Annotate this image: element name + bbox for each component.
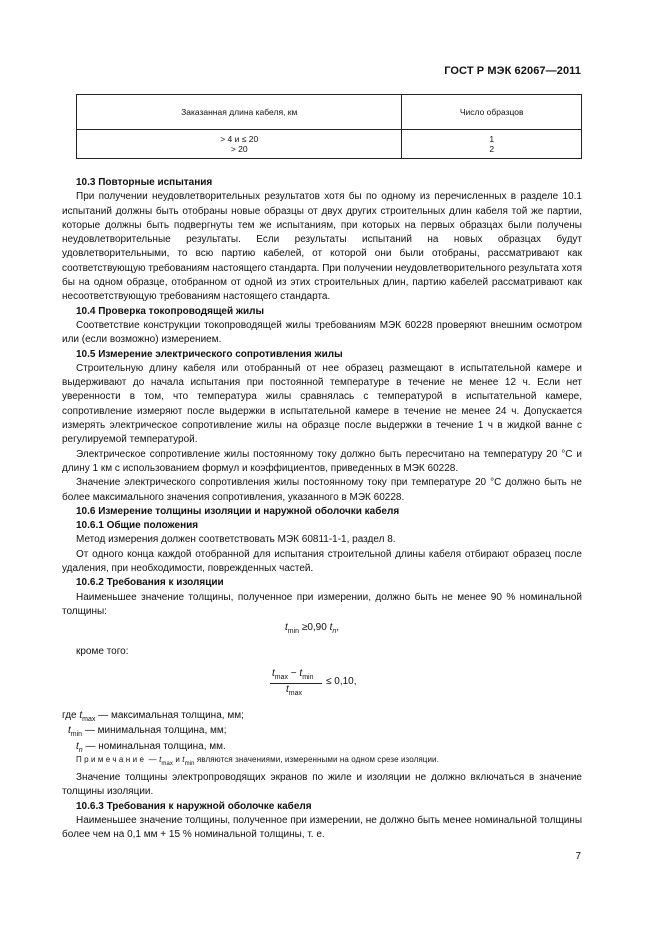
paragraph: Метод измерения должен соответствовать МЭК 60811-1-1, раздел 8. bbox=[76, 534, 396, 546]
formula-var: t bbox=[159, 755, 162, 764]
definition-line bbox=[62, 709, 582, 724]
table-row bbox=[77, 130, 582, 159]
formula-subscript: max bbox=[82, 716, 96, 723]
formula-subscript: min bbox=[70, 731, 83, 739]
cell-line: > 4 и ≤ 20 bbox=[220, 134, 259, 144]
paragraph: Соответствие конструкции токопроводящей жилы требованиям МЭК 60228 проверяют внешним осмотром или (если возможно) измерением. bbox=[62, 319, 582, 346]
paragraph: При получении неудовлетворительных результатов хотя бы по одному из перечисленных в разделе 10.1 испытаний должны быть отобраны новые образцы от двух других строительных длин кабеля той же партии, которые должны быть подвергнуты тем же испытаниям, при которых на первых образцах были получены неудовлетворительные результаты. Если результаты испытаний на новых образцах будут удовлетворительными, то всю партию кабелей, от которой они были отобраны, рассматривают как соответствующую требованиям настоящего стандарта. При получении неудовлетворительного результата хотя бы на одном образце, отобранном от одной из этих строительных длин, партию кабелей рассматривают как несоответствующую требованиям настоящего стандарта. bbox=[62, 191, 582, 303]
variable-definitions bbox=[62, 709, 582, 755]
formula-var: t bbox=[76, 740, 79, 752]
formula-var: t bbox=[285, 622, 288, 633]
formula-var: t bbox=[299, 668, 303, 679]
text-block-tail bbox=[62, 771, 582, 842]
definition-line bbox=[62, 724, 582, 739]
table-cell bbox=[77, 130, 402, 159]
formula-subscript: max bbox=[288, 690, 303, 697]
fraction-numerator bbox=[272, 668, 313, 679]
paragraph: Строительную длину кабеля или отобранный от нее образец размещают в испытательной камере и выдерживают до начала испытания при постоянной температуре в течение не менее 12 ч. Если нет уверенности в том, что температура жилы сравнялась с температурой в испытательной камере, сопротивление измеряют после выдержки в испытательной камере в течение не менее 24 ч. Допускается измерять электрическое сопротивление жилы на образце после выдержки в течение 1 ч в жидкой ванне с регулируемой температурой. bbox=[62, 362, 582, 446]
paragraph: Наименьшее значение толщины, полученное при измерении, должно быть не менее 90 % номинальной толщины: bbox=[62, 591, 582, 617]
formula-operator: − bbox=[288, 668, 300, 679]
formula-min-thickness bbox=[285, 622, 339, 633]
note-text: являются значениями, измеренными на одном срезе изоляции. bbox=[194, 755, 439, 764]
table-header-cell: Число образцов bbox=[402, 95, 582, 130]
definition-text: — номинальная толщина, мм. bbox=[82, 740, 226, 752]
formula-relation: ≤ 0,10, bbox=[326, 676, 357, 687]
fraction-denominator bbox=[286, 684, 302, 695]
formula-subscript: n bbox=[332, 628, 337, 635]
formula-var: t bbox=[79, 710, 83, 721]
subsection-heading: 10.6.1 Общие положения bbox=[76, 520, 199, 532]
section-heading: 10.5 Измерение электрического сопротивления жилы bbox=[76, 348, 343, 360]
paragraph: Значение электрического сопротивления жилы постоянному току при температуре 20 °C должно быть не более максимального значения сопротивления, указанного в МЭК 60228. bbox=[62, 477, 582, 503]
paragraph: кроме того: bbox=[76, 646, 129, 657]
subsection-heading: 10.6.2 Требования к изоляции bbox=[76, 577, 224, 589]
definition-line bbox=[62, 740, 582, 755]
section-heading: 10.6 Измерение толщины изоляции и наружной оболочки кабеля bbox=[76, 505, 400, 517]
sample-count-table bbox=[76, 94, 582, 159]
formula-subscript: max bbox=[274, 674, 289, 681]
note-conjunction: и bbox=[173, 755, 183, 764]
formula-relation: ≥0,90 bbox=[299, 622, 330, 633]
paragraph: Значение толщины электропроводящих экранов по жиле и изоляции не должно включаться в значение толщины изоляции. bbox=[62, 772, 582, 798]
text-block-moreover bbox=[62, 645, 582, 659]
note-label: Примечание bbox=[76, 755, 147, 764]
formula-subscript: min bbox=[287, 628, 300, 635]
formula-var: t bbox=[182, 755, 185, 764]
definition-prefix: где bbox=[62, 710, 80, 721]
formula-punct: , bbox=[336, 622, 340, 633]
formula-subscript: min bbox=[184, 761, 195, 767]
formula-var: t bbox=[272, 668, 275, 679]
formula-subscript: min bbox=[302, 674, 314, 681]
formula-subscript: n bbox=[78, 746, 83, 754]
definition-text: — максимальная толщина, мм; bbox=[95, 710, 244, 721]
paragraph: Электрическое сопротивление жилы постоянному току должно быть пересчитано на температуру 20 °C и длину 1 км с использованием формул и коэффициентов, приведенных в МЭК 60228. bbox=[62, 448, 582, 474]
formula-var: t bbox=[68, 725, 71, 737]
cell-line: 2 bbox=[489, 144, 495, 154]
formula-var: t bbox=[329, 622, 333, 633]
paragraph: От одного конца каждой отобранной для испытания строительной длины кабеля отбирают образец после удаления, при необходимости, поврежденных частей. bbox=[62, 548, 582, 575]
formula-thickness-ratio bbox=[270, 668, 380, 702]
definition-text: — минимальная толщина, мм; bbox=[82, 725, 227, 737]
table-header-row bbox=[77, 95, 582, 130]
document-id-header: ГОСТ Р МЭК 62067—2011 bbox=[444, 65, 581, 77]
section-heading: 10.3 Повторные испытания bbox=[76, 177, 213, 188]
paragraph: Наименьшее значение толщины, полученное при измерении, не должно быть менее номинальной толщины более чем на 0,1 мм + 15 % номинальной толщины, т. е. bbox=[62, 814, 582, 841]
text-block-main bbox=[62, 176, 582, 619]
formula-subscript: max bbox=[161, 761, 174, 767]
table-header-cell: Заказанная длина кабеля, км bbox=[77, 95, 402, 130]
section-heading: 10.4 Проверка токопроводящей жилы bbox=[76, 305, 265, 317]
cell-line: > 20 bbox=[230, 144, 248, 154]
formula-var: t bbox=[286, 684, 289, 695]
page-number: 7 bbox=[575, 851, 581, 862]
note bbox=[76, 755, 439, 767]
table-cell bbox=[402, 130, 582, 159]
subsection-heading: 10.6.3 Требования к наружной оболочке кабеля bbox=[76, 800, 312, 812]
cell-line: 1 bbox=[489, 134, 495, 144]
note-dash: — bbox=[146, 755, 160, 764]
